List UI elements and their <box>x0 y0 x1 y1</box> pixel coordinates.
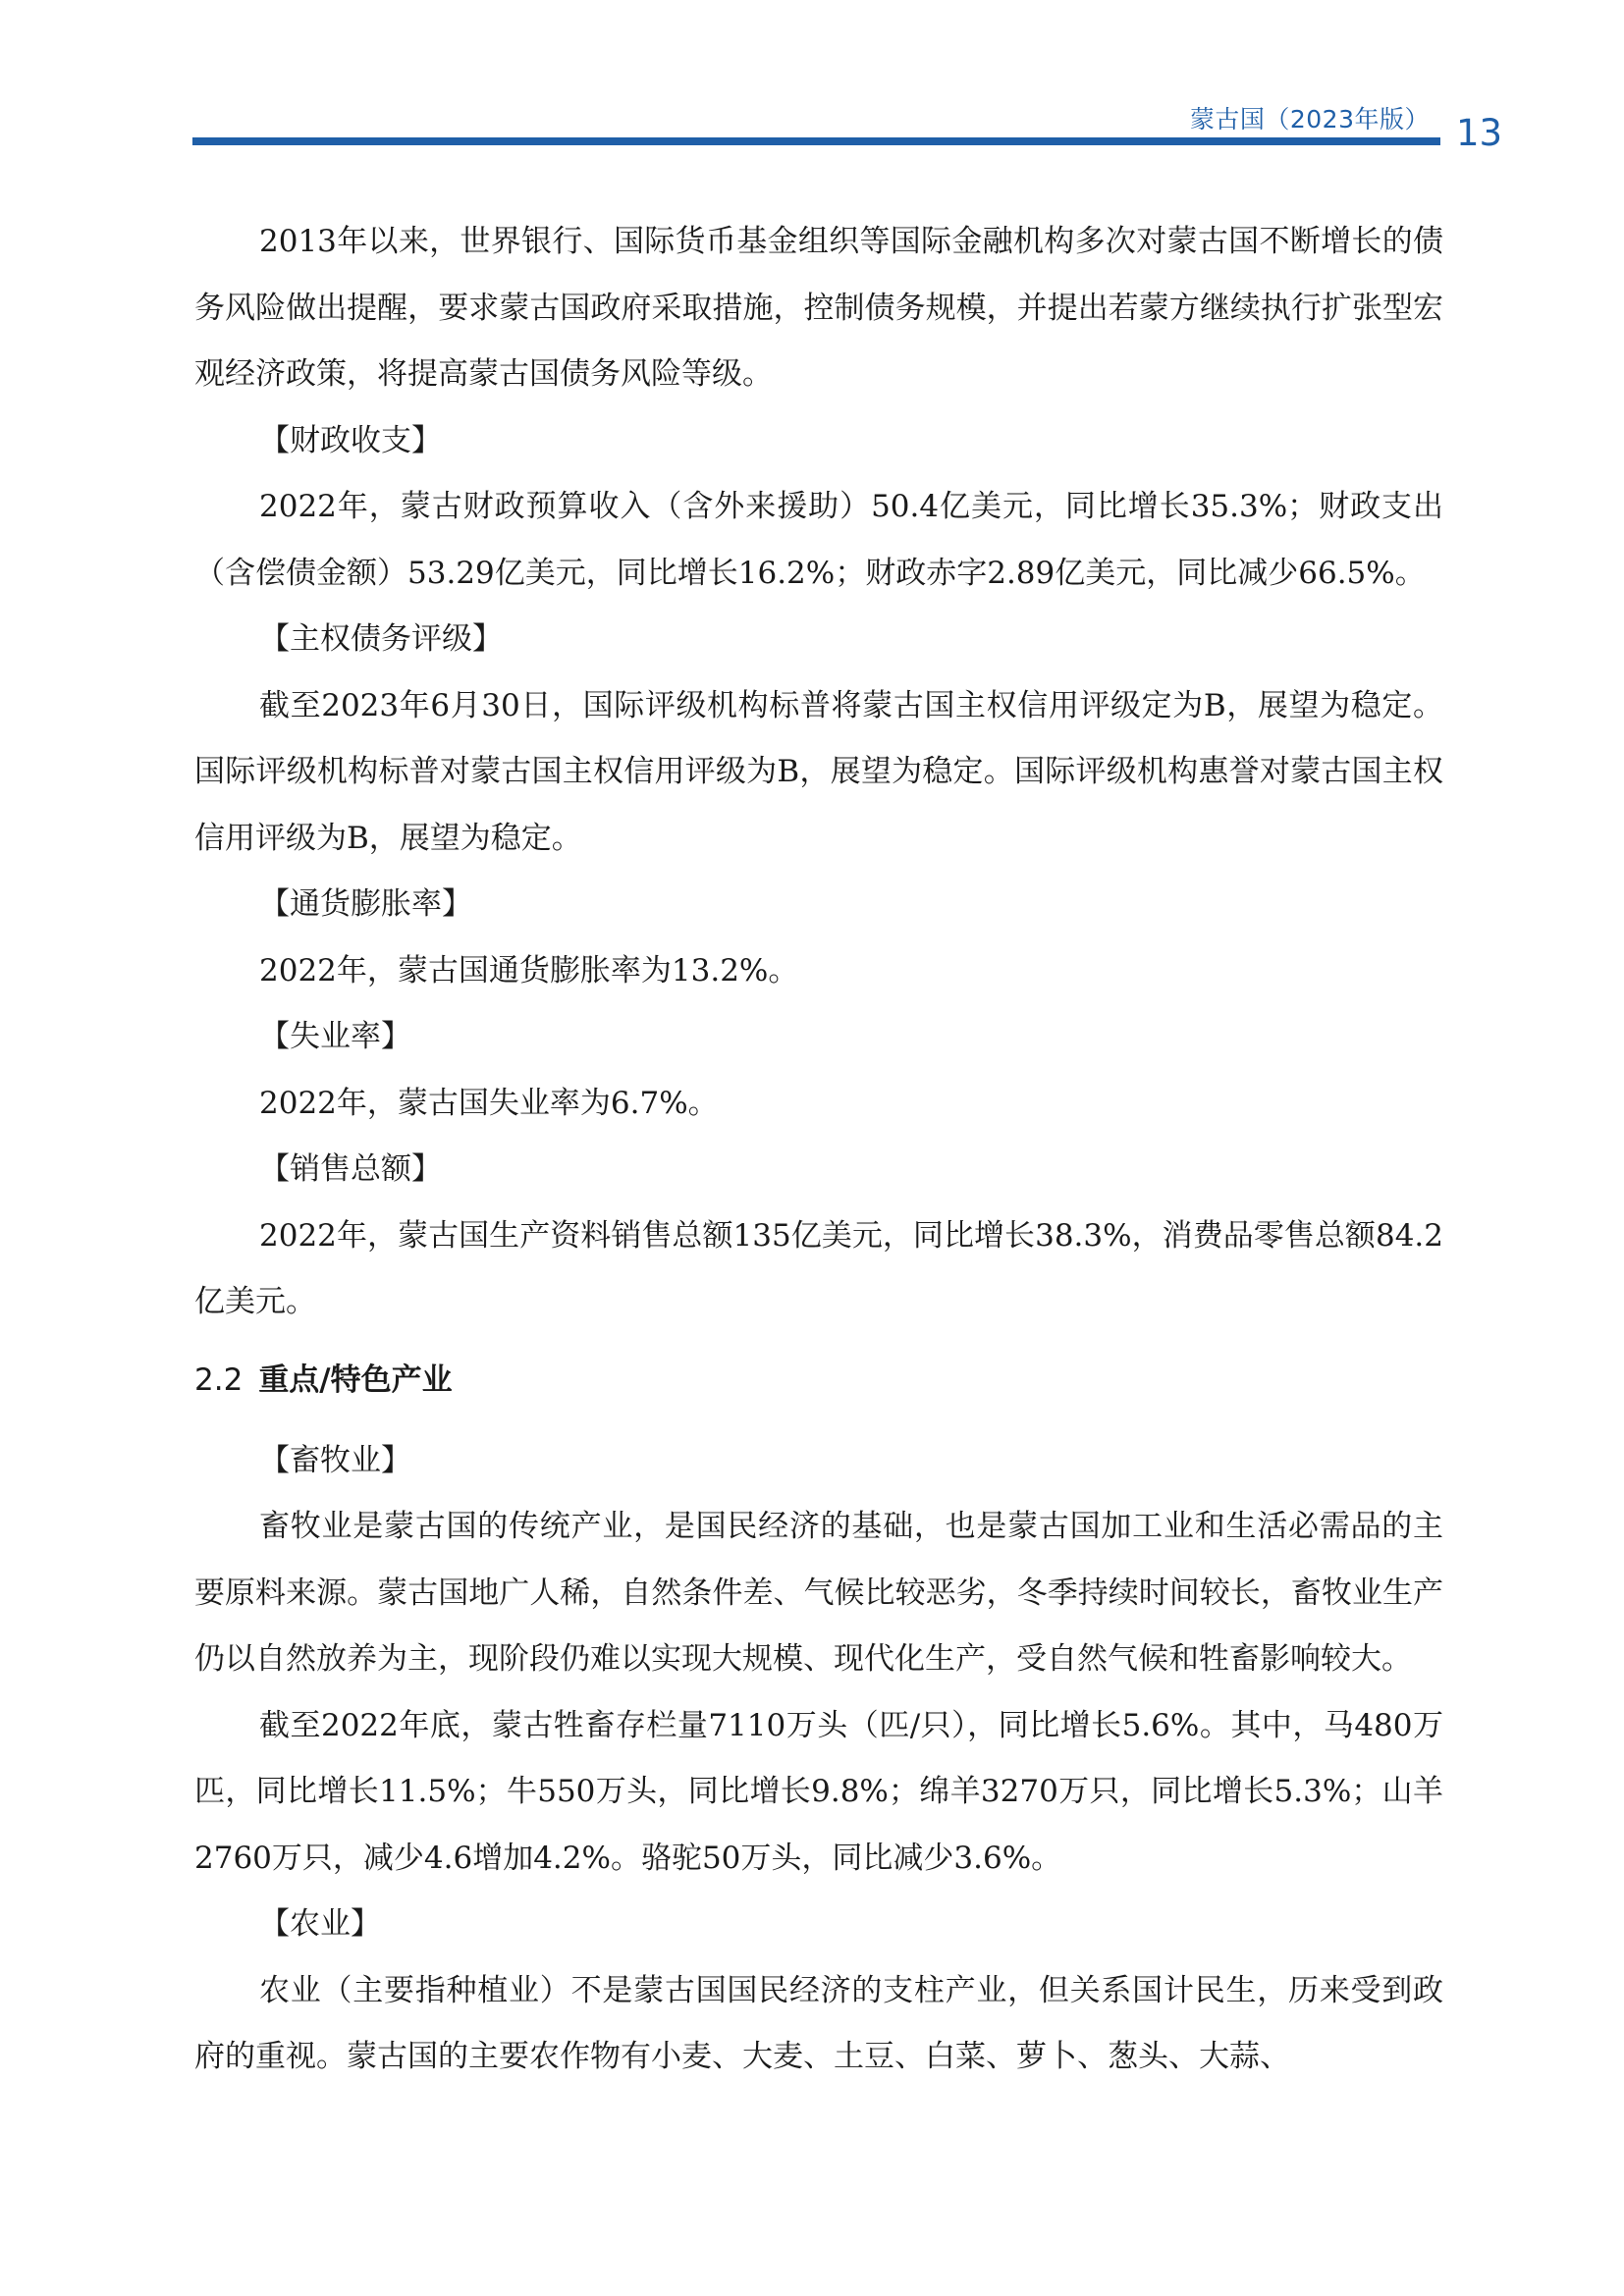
heading-agriculture: 【农业】 <box>259 1906 381 1942</box>
page-number: 13 <box>1456 112 1503 154</box>
running-header-title: 蒙古国（2023年版） <box>1189 105 1430 133</box>
paragraph-livestock-overview: 畜牧业是蒙古国的传统产业，是国民经济的基础，也是蒙古国加工业和生活必需品的主要原料来源。蒙古国地广人稀，自然条件差、气候比较恶劣，冬季持续时间较长，畜牧业生产仍以自然放养为主，现阶段仍难以实现大规模、现代化生产，受自然气候和牲畜影响较大。 <box>194 1509 1443 1677</box>
paragraph-fiscal: 2022年，蒙古财政预算收入（含外来援助）50.4亿美元，同比增长35.3%；财政支出（含偿债金额）53.29亿美元，同比增长16.2%；财政赤字2.89亿美元，同比减少66.5%。 <box>194 489 1443 591</box>
paragraph-sales: 2022年，蒙古国生产资料销售总额135亿美元，同比增长38.3%，消费品零售总额84.2亿美元。 <box>194 1217 1443 1319</box>
heading-unemployment: 【失业率】 <box>259 1019 411 1054</box>
heading-sovereign-rating: 【主权债务评级】 <box>259 621 503 657</box>
paragraph-agriculture: 农业（主要指种植业）不是蒙古国国民经济的支柱产业，但关系国计民生，历来受到政府的重视。蒙古国的主要农作物有小麦、大麦、土豆、白菜、萝卜、葱头、大蒜、 <box>194 1972 1443 2074</box>
section-title: 重点/特色产业 <box>258 1362 453 1398</box>
heading-livestock: 【畜牧业】 <box>259 1442 411 1478</box>
paragraph-sovereign-rating: 截至2023年6月30日，国际评级机构标普将蒙古国主权信用评级定为B，展望为稳定。国际评级机构标普对蒙古国主权信用评级为B，展望为稳定。国际评级机构惠誉对蒙古国主权信用评级为B，展望为稳定。 <box>194 687 1443 856</box>
heading-inflation: 【通货膨胀率】 <box>259 886 472 922</box>
paragraph-unemployment: 2022年，蒙古国失业率为6.7%。 <box>259 1085 719 1121</box>
paragraph-livestock-stats: 截至2022年底，蒙古牲畜存栏量7110万头（匹/只），同比增长5.6%。其中，马480万匹，同比增长11.5%；牛550万头，同比增长9.8%；绵羊3270万只，同比增长5.3%；山羊2760万只，减少4.6增加4.2%。骆驼50万头，同比减少3.6%。 <box>194 1707 1443 1876</box>
header-rule <box>192 137 1440 145</box>
section-number: 2.2 <box>194 1362 244 1398</box>
heading-sales: 【销售总额】 <box>259 1151 442 1187</box>
paragraph-inflation: 2022年，蒙古国通货膨胀率为13.2%。 <box>259 952 799 988</box>
paragraph-debt-risk: 2013年以来，世界银行、国际货币基金组织等国际金融机构多次对蒙古国不断增长的债务风险做出提醒，要求蒙古国政府采取措施，控制债务规模，并提出若蒙方继续执行扩张型宏观经济政策，将提高蒙古国债务风险等级。 <box>194 224 1443 392</box>
heading-fiscal: 【财政收支】 <box>259 422 442 458</box>
section-heading <box>194 1336 1443 1424</box>
page-content <box>194 209 1443 2091</box>
